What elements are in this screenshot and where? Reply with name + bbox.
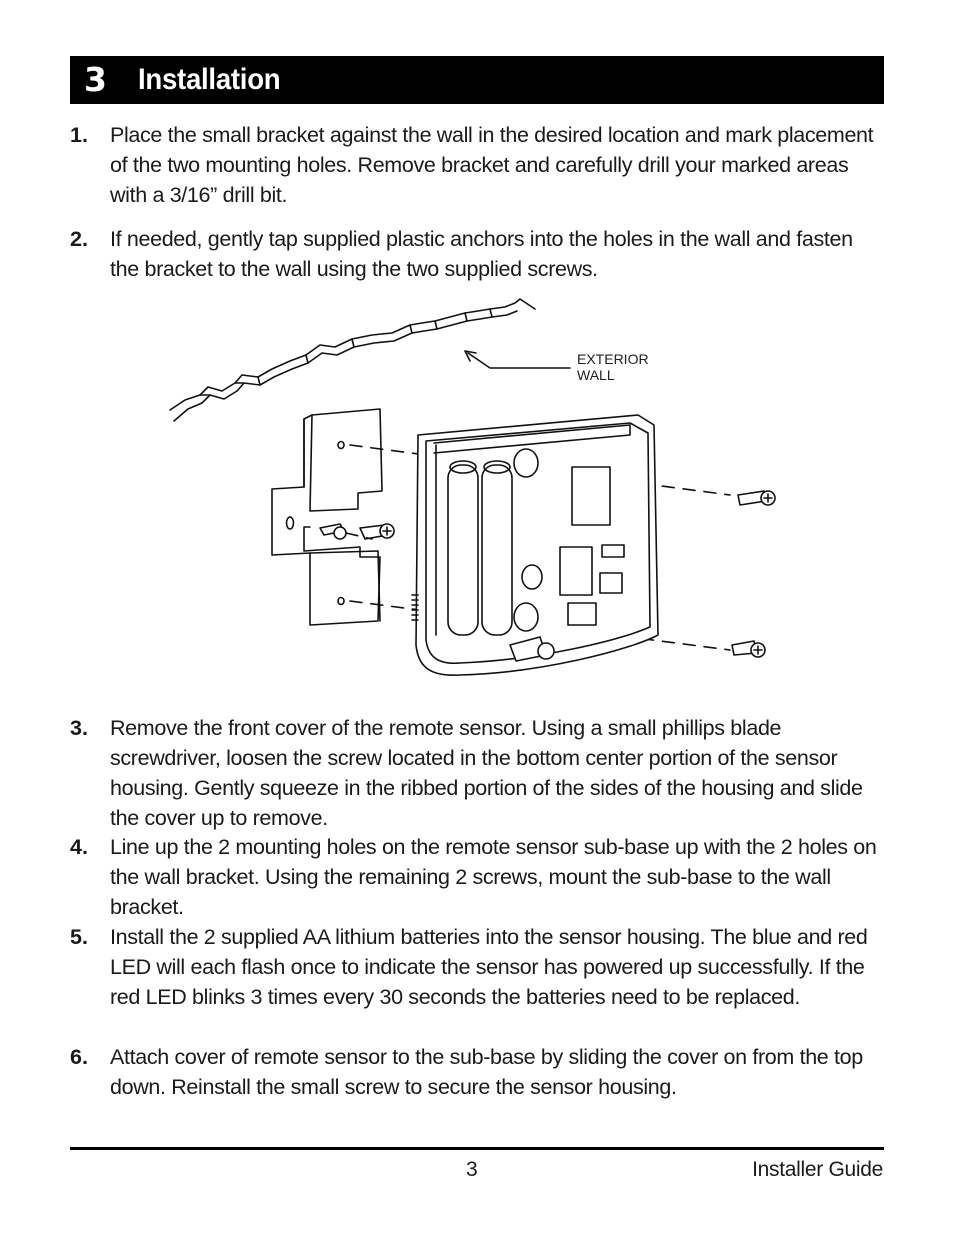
section-number: 3 [84, 60, 107, 99]
exterior-wall-edge [170, 299, 535, 421]
step-number: 1. [70, 123, 88, 147]
step-number: 6. [70, 1045, 88, 1069]
step-text: Place the small bracket against the wall in the desired location and mark placement of the two mounting holes. Remove bracket and carefully drill your marked areas with a 3/16” drill bit. [110, 123, 874, 207]
wall-label-pointer [465, 351, 570, 368]
wall-bracket [272, 409, 394, 625]
step-number: 4. [70, 835, 88, 859]
step-text: Install the 2 supplied AA lithium batteries into the sensor housing. The blue and red LED will each flash once to indicate the sensor has powered up successfully. If the red LED blinks 3 times every 30 seconds the batteries need to be replaced. [110, 925, 868, 1009]
footer-divider [70, 1147, 884, 1150]
step-number: 3. [70, 716, 88, 740]
wall-label-line-2: WALL [577, 367, 615, 383]
bracket-sensor-illustration [160, 295, 800, 695]
footer-guide-label: Installer Guide [752, 1158, 883, 1181]
section-title: Installation [138, 63, 281, 96]
wall-label-line-1: EXTERIOR [577, 351, 649, 367]
step-text: Attach cover of remote sensor to the sub-base by sliding the cover on from the top down. Reinstall the small screw to secure the sensor housing. [110, 1045, 863, 1099]
page-number: 3 [466, 1158, 478, 1181]
step-text: If needed, gently tap supplied plastic anchors into the holes in the wall and fasten the bracket to the wall using the two supplied screws. [110, 227, 853, 281]
exterior-wall-label [577, 351, 649, 383]
section-header [70, 56, 884, 104]
sensor-subbase [412, 415, 658, 675]
mounting-screws [732, 491, 775, 657]
step-number: 2. [70, 227, 88, 251]
installation-diagram [160, 295, 800, 695]
step-text: Remove the front cover of the remote sensor. Using a small phillips blade screwdriver, loosen the screw located in the bottom center portion of the sensor housing. Gently squeeze in the ribbed portion of the sides of the housing and slide the cover up to remove. [110, 716, 863, 830]
step-number: 5. [70, 925, 88, 949]
step-text: Line up the 2 mounting holes on the remote sensor sub-base up with the 2 holes on the wall bracket. Using the remaining 2 screws, mount the sub-base to the wall bracket. [110, 835, 877, 919]
